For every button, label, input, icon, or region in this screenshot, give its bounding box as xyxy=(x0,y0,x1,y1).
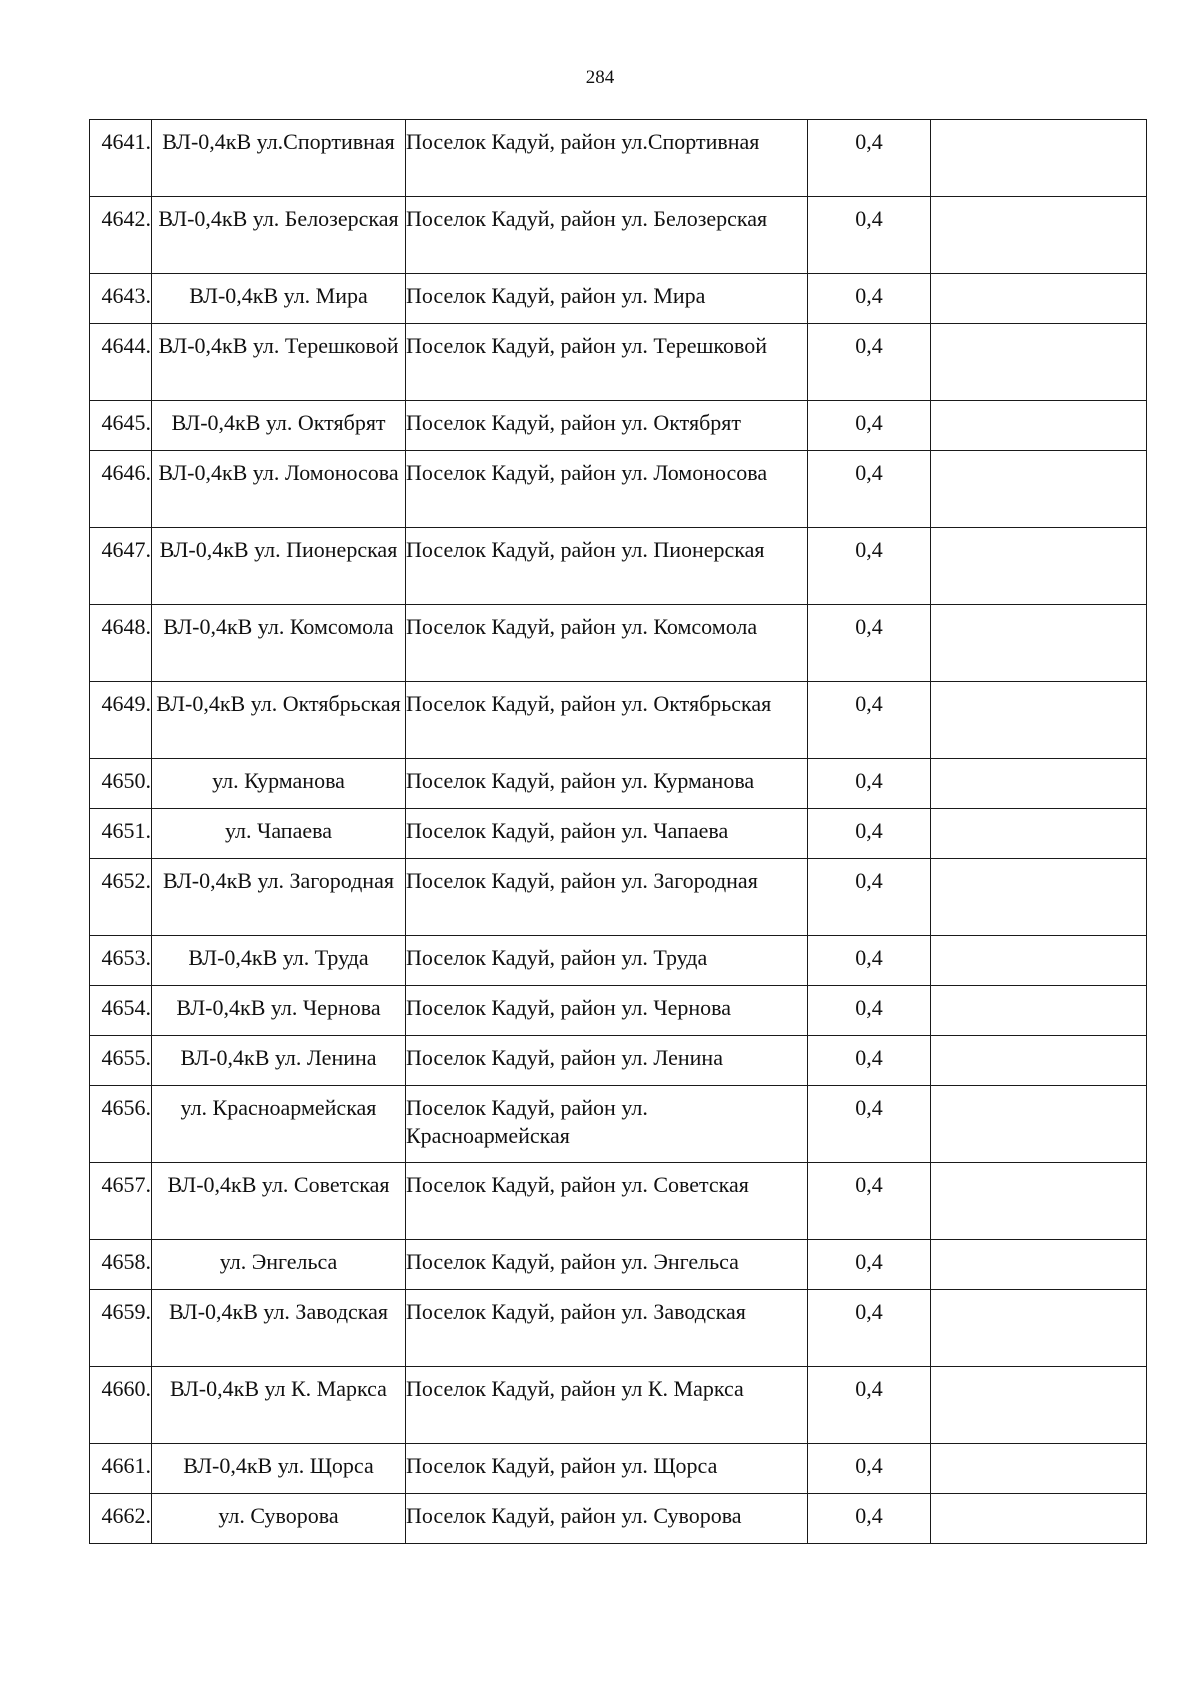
row-number-cell: 4653. xyxy=(90,936,152,986)
location-cell: Поселок Кадуй, район ул. Загородная xyxy=(406,859,808,936)
location-cell: Поселок Кадуй, район ул. Щорса xyxy=(406,1444,808,1494)
table-row xyxy=(90,1240,1147,1290)
row-number-cell: 4646. xyxy=(90,451,152,528)
line-name-cell: ВЛ-0,4кВ ул К. Маркса xyxy=(152,1367,406,1444)
row-number-cell: 4649. xyxy=(90,682,152,759)
voltage-cell: 0,4 xyxy=(808,1290,931,1367)
voltage-cell: 0,4 xyxy=(808,605,931,682)
location-cell: Поселок Кадуй, район ул. Белозерская xyxy=(406,197,808,274)
voltage-cell: 0,4 xyxy=(808,1163,931,1240)
note-cell xyxy=(931,274,1147,324)
line-name-cell: ВЛ-0,4кВ ул. Ленина xyxy=(152,1036,406,1086)
note-cell xyxy=(931,759,1147,809)
table-body xyxy=(90,120,1147,1544)
voltage-cell: 0,4 xyxy=(808,682,931,759)
note-cell xyxy=(931,859,1147,936)
line-name-cell: ВЛ-0,4кВ ул. Советская xyxy=(152,1163,406,1240)
line-name-cell: ул. Суворова xyxy=(152,1494,406,1544)
note-cell xyxy=(931,605,1147,682)
line-name-cell: ВЛ-0,4кВ ул. Загородная xyxy=(152,859,406,936)
line-name-cell: ВЛ-0,4кВ ул. Мира xyxy=(152,274,406,324)
note-cell xyxy=(931,1086,1147,1163)
line-name-cell: ул. Энгельса xyxy=(152,1240,406,1290)
table-row xyxy=(90,859,1147,936)
line-name-cell: ВЛ-0,4кВ ул. Заводская xyxy=(152,1290,406,1367)
row-number-cell: 4658. xyxy=(90,1240,152,1290)
location-cell: Поселок Кадуй, район ул. Октябрьская xyxy=(406,682,808,759)
location-cell: Поселок Кадуй, район ул. Суворова xyxy=(406,1494,808,1544)
line-name-cell: ВЛ-0,4кВ ул. Комсомола xyxy=(152,605,406,682)
line-name-cell: ВЛ-0,4кВ ул.Спортивная xyxy=(152,120,406,197)
location-cell: Поселок Кадуй, район ул. Энгельса xyxy=(406,1240,808,1290)
table-row xyxy=(90,1367,1147,1444)
page-number: 284 xyxy=(585,67,615,88)
row-number-cell: 4654. xyxy=(90,986,152,1036)
note-cell xyxy=(931,120,1147,197)
line-name-cell: ул. Чапаева xyxy=(152,809,406,859)
note-cell xyxy=(931,986,1147,1036)
row-number-cell: 4648. xyxy=(90,605,152,682)
location-cell: Поселок Кадуй, район ул. Советская xyxy=(406,1163,808,1240)
note-cell xyxy=(931,528,1147,605)
table-row xyxy=(90,274,1147,324)
row-number-cell: 4642. xyxy=(90,197,152,274)
location-cell: Поселок Кадуй, район ул. Ломоносова xyxy=(406,451,808,528)
table-row xyxy=(90,1444,1147,1494)
voltage-cell: 0,4 xyxy=(808,324,931,401)
line-name-cell: ВЛ-0,4кВ ул. Труда xyxy=(152,936,406,986)
line-name-cell: ВЛ-0,4кВ ул. Пионерская xyxy=(152,528,406,605)
table-row xyxy=(90,986,1147,1036)
note-cell xyxy=(931,1367,1147,1444)
table-row xyxy=(90,809,1147,859)
location-cell: Поселок Кадуй, район ул. Красноармейская xyxy=(406,1086,808,1163)
note-cell xyxy=(931,1494,1147,1544)
note-cell xyxy=(931,809,1147,859)
voltage-cell: 0,4 xyxy=(808,859,931,936)
voltage-cell: 0,4 xyxy=(808,1367,931,1444)
row-number-cell: 4662. xyxy=(90,1494,152,1544)
note-cell xyxy=(931,324,1147,401)
row-number-cell: 4641. xyxy=(90,120,152,197)
row-number-cell: 4659. xyxy=(90,1290,152,1367)
line-name-cell: ВЛ-0,4кВ ул. Чернова xyxy=(152,986,406,1036)
voltage-cell: 0,4 xyxy=(808,1036,931,1086)
voltage-cell: 0,4 xyxy=(808,936,931,986)
location-cell: Поселок Кадуй, район ул. Заводская xyxy=(406,1290,808,1367)
note-cell xyxy=(931,1036,1147,1086)
note-cell xyxy=(931,1240,1147,1290)
table-row xyxy=(90,528,1147,605)
note-cell xyxy=(931,682,1147,759)
table-row xyxy=(90,1494,1147,1544)
location-cell: Поселок Кадуй, район ул. Октябрят xyxy=(406,401,808,451)
line-name-cell: ВЛ-0,4кВ ул. Октябрьская xyxy=(152,682,406,759)
voltage-cell: 0,4 xyxy=(808,1086,931,1163)
table-row xyxy=(90,605,1147,682)
location-cell: Поселок Кадуй, район ул. Комсомола xyxy=(406,605,808,682)
table-row xyxy=(90,1290,1147,1367)
voltage-cell: 0,4 xyxy=(808,759,931,809)
location-cell: Поселок Кадуй, район ул. Чернова xyxy=(406,986,808,1036)
table-row xyxy=(90,759,1147,809)
location-cell: Поселок Кадуй, район ул. Курманова xyxy=(406,759,808,809)
voltage-cell: 0,4 xyxy=(808,451,931,528)
row-number-cell: 4647. xyxy=(90,528,152,605)
location-cell: Поселок Кадуй, район ул. Терешковой xyxy=(406,324,808,401)
voltage-cell: 0,4 xyxy=(808,809,931,859)
row-number-cell: 4657. xyxy=(90,1163,152,1240)
voltage-cell: 0,4 xyxy=(808,528,931,605)
table-row xyxy=(90,1163,1147,1240)
table-row xyxy=(90,1036,1147,1086)
table-row xyxy=(90,936,1147,986)
row-number-cell: 4651. xyxy=(90,809,152,859)
location-cell: Поселок Кадуй, район ул.Спортивная xyxy=(406,120,808,197)
row-number-cell: 4656. xyxy=(90,1086,152,1163)
note-cell xyxy=(931,451,1147,528)
row-number-cell: 4652. xyxy=(90,859,152,936)
note-cell xyxy=(931,401,1147,451)
power-lines-table xyxy=(89,119,1147,1544)
voltage-cell: 0,4 xyxy=(808,1494,931,1544)
voltage-cell: 0,4 xyxy=(808,401,931,451)
line-name-cell: ВЛ-0,4кВ ул. Октябрят xyxy=(152,401,406,451)
voltage-cell: 0,4 xyxy=(808,1240,931,1290)
voltage-cell: 0,4 xyxy=(808,986,931,1036)
row-number-cell: 4644. xyxy=(90,324,152,401)
note-cell xyxy=(931,1290,1147,1367)
table-row xyxy=(90,451,1147,528)
table-row xyxy=(90,1086,1147,1163)
location-cell: Поселок Кадуй, район ул. Мира xyxy=(406,274,808,324)
location-cell: Поселок Кадуй, район ул. Пионерская xyxy=(406,528,808,605)
table-row xyxy=(90,324,1147,401)
table-row xyxy=(90,197,1147,274)
note-cell xyxy=(931,936,1147,986)
row-number-cell: 4661. xyxy=(90,1444,152,1494)
line-name-cell: ВЛ-0,4кВ ул. Щорса xyxy=(152,1444,406,1494)
location-cell: Поселок Кадуй, район ул. Труда xyxy=(406,936,808,986)
line-name-cell: ул. Красноармейская xyxy=(152,1086,406,1163)
voltage-cell: 0,4 xyxy=(808,197,931,274)
row-number-cell: 4660. xyxy=(90,1367,152,1444)
location-cell: Поселок Кадуй, район ул. Ленина xyxy=(406,1036,808,1086)
location-cell: Поселок Кадуй, район ул К. Маркса xyxy=(406,1367,808,1444)
voltage-cell: 0,4 xyxy=(808,274,931,324)
line-name-cell: ВЛ-0,4кВ ул. Белозерская xyxy=(152,197,406,274)
table-row xyxy=(90,120,1147,197)
location-cell: Поселок Кадуй, район ул. Чапаева xyxy=(406,809,808,859)
row-number-cell: 4645. xyxy=(90,401,152,451)
table-row xyxy=(90,682,1147,759)
line-name-cell: ул. Курманова xyxy=(152,759,406,809)
line-name-cell: ВЛ-0,4кВ ул. Терешковой xyxy=(152,324,406,401)
voltage-cell: 0,4 xyxy=(808,120,931,197)
note-cell xyxy=(931,1444,1147,1494)
row-number-cell: 4643. xyxy=(90,274,152,324)
voltage-cell: 0,4 xyxy=(808,1444,931,1494)
line-name-cell: ВЛ-0,4кВ ул. Ломоносова xyxy=(152,451,406,528)
table-row xyxy=(90,401,1147,451)
note-cell xyxy=(931,1163,1147,1240)
row-number-cell: 4655. xyxy=(90,1036,152,1086)
row-number-cell: 4650. xyxy=(90,759,152,809)
note-cell xyxy=(931,197,1147,274)
